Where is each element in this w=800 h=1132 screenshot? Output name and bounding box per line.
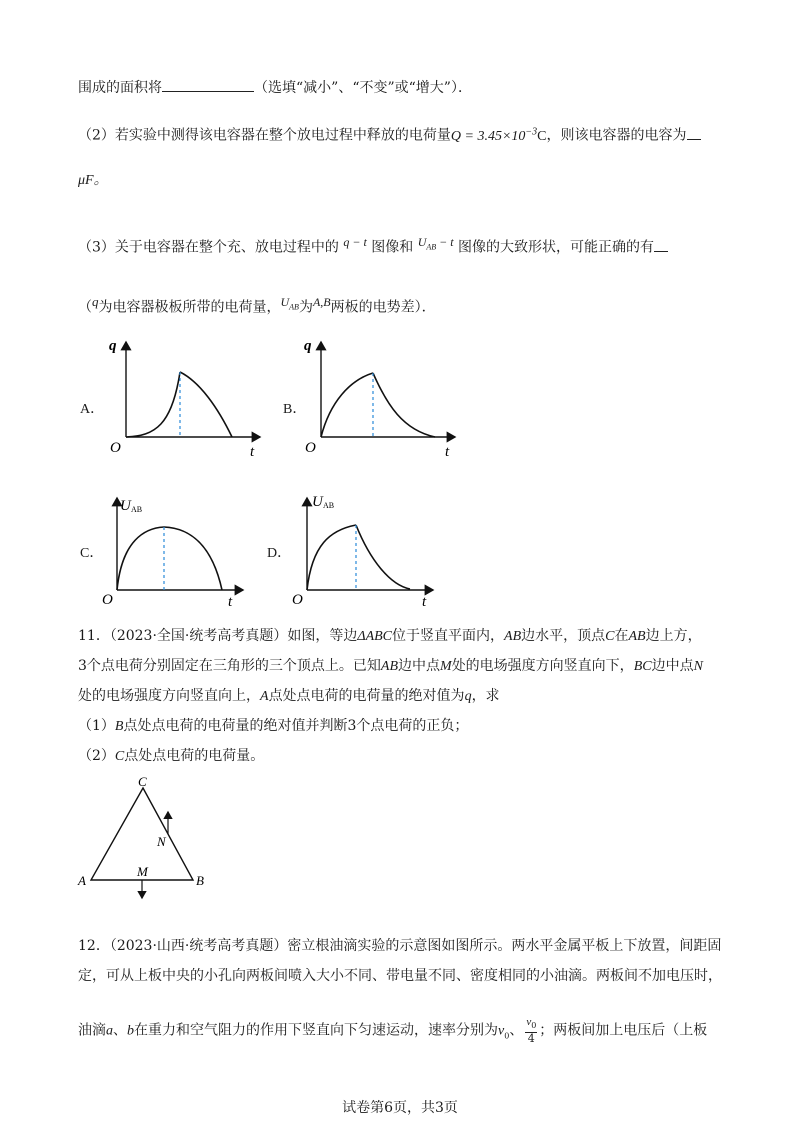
answer-blank[interactable] xyxy=(162,91,254,92)
question-11-line-1: 11．（2023·全国·统考高考真题）如图，等边ΔABC位于竖直平面内，AB边水平，顶点C在AB边上方， xyxy=(78,628,702,644)
axis-label-q: q xyxy=(304,338,312,354)
unit-line xyxy=(78,170,108,191)
question-12-line-1: 12．（2023·山西·统考高考真题）密立根油滴实验的示意图如图所示。两水平金属平板上下放置，间距固 xyxy=(78,938,722,954)
discharge-curve xyxy=(180,372,232,437)
option-c-label[interactable]: C． xyxy=(80,546,104,561)
question-11-line-2: 3个点电荷分别固定在三角形的三个顶点上。已知AB边中点M处的电场强度方向竖直向下，BC边中点N xyxy=(78,658,703,674)
text: 围成的面积将 xyxy=(78,80,162,96)
origin-label: O xyxy=(292,592,303,608)
unit-text: μF。 xyxy=(78,173,108,188)
axis-label-t: t xyxy=(228,594,233,610)
axis-label-t: t xyxy=(250,444,255,460)
origin-label: O xyxy=(110,440,121,456)
graph-option-b xyxy=(295,330,465,460)
midpoint-m-label: M xyxy=(137,864,148,879)
graph-option-a xyxy=(100,330,270,460)
origin-label: O xyxy=(305,440,316,456)
question-11-line-3: 处的电场强度方向竖直向上，A点处点电荷的电荷量的绝对值为q，求 xyxy=(78,688,500,704)
text: 图像和 xyxy=(371,239,414,256)
answer-blank[interactable] xyxy=(687,139,701,140)
graph-option-c xyxy=(100,490,260,615)
option-d-label[interactable]: D． xyxy=(267,546,292,561)
axis-label-u-sub: AB xyxy=(323,501,335,510)
charge-curve xyxy=(307,525,356,590)
question-2-text: （2）若实验中测得该电容器在整个放电过程中释放的电荷量 xyxy=(78,127,451,144)
question-3-line xyxy=(78,232,668,258)
fraction-v0-over-4: $\frac{v_0}{4}$ xyxy=(526,1016,537,1046)
discharge-curve xyxy=(164,527,222,590)
charge-curve xyxy=(321,373,373,437)
graph-option-d xyxy=(290,490,450,615)
u-t-label: UAB − t xyxy=(417,235,454,252)
vertex-c-label: C xyxy=(138,774,147,789)
question-12-line-2: 定，可从上板中央的小孔向两板间喷入大小不同、带电量不同、密度相同的小油滴。两板间不加电压时， xyxy=(78,968,722,984)
question-2-line xyxy=(78,122,701,147)
text: （选填“减小”、“不变”或“增大”）． xyxy=(254,80,472,96)
text: 图像的大致形状，可能正确的有 xyxy=(458,239,655,256)
fill-blank-line-1 xyxy=(78,78,472,98)
origin-label: O xyxy=(102,592,113,608)
axis-label-t: t xyxy=(422,594,427,610)
charge-formula: $Q = 3.45\times 10^{-3}C$ xyxy=(450,126,547,144)
question-3-note: （$^q$为电容器极板所带的电荷量，$^{U_{AB}}$为$^{A,B}$两板的电势差）． xyxy=(78,294,436,316)
option-b-label[interactable]: B． xyxy=(283,402,307,417)
charge-curve xyxy=(126,372,180,437)
question-11-sub-1: （1）B点处点电荷的电荷量的绝对值并判断3个点电荷的正负； xyxy=(78,718,469,734)
q-t-label: q − t xyxy=(343,235,367,249)
triangle-figure xyxy=(75,770,225,910)
axis-label-q: q xyxy=(109,338,117,354)
axis-label-t: t xyxy=(445,444,450,460)
question-3-text: （3）关于电容器在整个充、放电过程中的 xyxy=(78,239,339,256)
answer-blank[interactable] xyxy=(654,251,668,252)
question-2-text-end: ，则该电容器的电容为 xyxy=(546,127,687,144)
vertex-a-label: A xyxy=(78,873,86,888)
charge-curve xyxy=(117,527,164,590)
option-a-label[interactable]: A． xyxy=(80,402,105,417)
page-footer: 试卷第6页，共3页 xyxy=(342,1100,458,1116)
question-12-line-3: 油滴a、b在重力和空气阻力的作用下竖直向下匀速运动，速率分别为$v_0$、 $\frac{v_0}{4}$ ；两板间加上电压后（上板 xyxy=(78,1016,708,1046)
axis-label-u: U xyxy=(312,494,323,510)
vertex-b-label: B xyxy=(196,873,204,888)
axis-label-u: U xyxy=(120,498,131,514)
axis-label-u-sub: AB xyxy=(131,505,143,514)
midpoint-n-label: N xyxy=(157,834,166,849)
question-11-sub-2: （2）C点处点电荷的电荷量。 xyxy=(78,748,265,764)
discharge-curve xyxy=(373,373,435,437)
discharge-curve xyxy=(356,525,410,589)
